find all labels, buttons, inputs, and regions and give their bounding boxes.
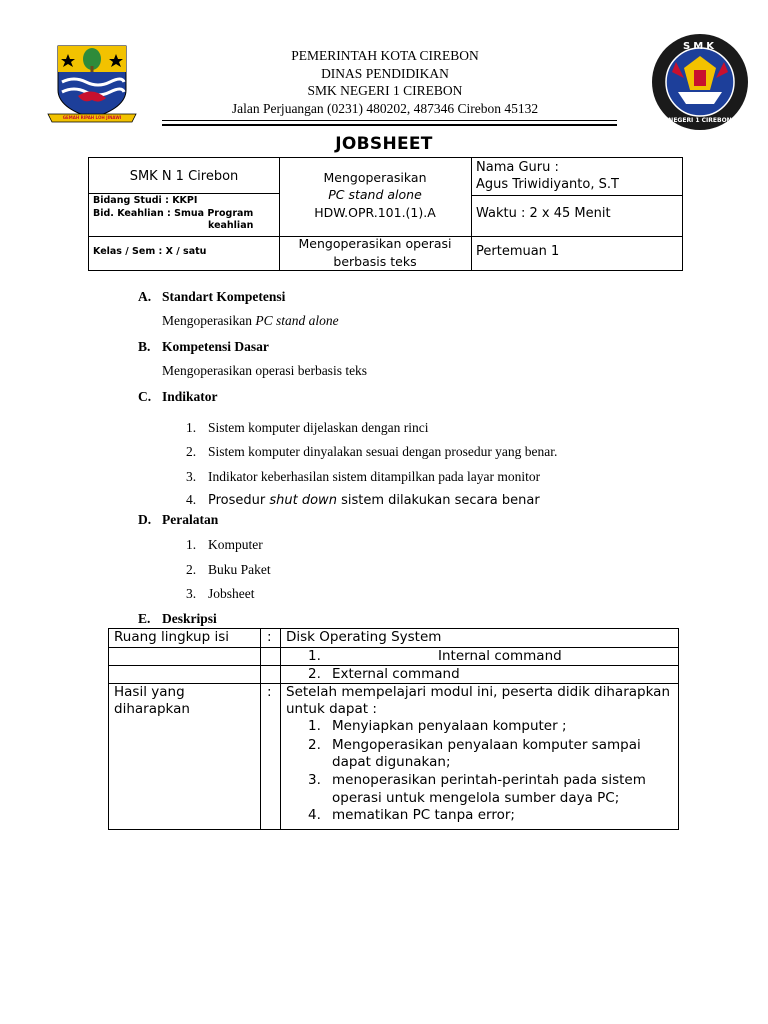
section-b-heading [138,339,269,355]
section-e-heading [138,611,217,627]
list-text: menoperasikan perintah-perintah pada sistem [332,772,646,788]
letterhead-school: SMK NEGERI 1 CIREBON [307,83,463,98]
section-d-heading [138,512,218,528]
section-title: Kompetensi Dasar [162,339,269,354]
section-b-text: Mengoperasikan operasi berbasis teks [162,363,368,378]
list-number: 3. [308,772,321,788]
header-info-table [88,157,683,271]
row-label: diharapkan [114,701,190,717]
text-run-italic: PC stand alone [255,313,339,328]
subject-title: Mengoperasikan [323,170,427,185]
list-item [186,444,557,460]
list-number: 2. [308,737,321,753]
deskripsi-table [108,628,679,830]
school-badge-logo [650,32,750,132]
list-text: Jobsheet [208,586,255,601]
list-text: Komputer [208,537,263,552]
letterhead-rule-thin [162,120,617,121]
list-number: 2. [186,562,197,577]
school-name: SMK N 1 Cirebon [129,169,239,184]
pertemuan: Pertemuan 1 [476,244,560,259]
city-emblem-logo [44,38,140,128]
list-number: 4. [186,492,197,507]
letterhead-rule-thick [162,124,617,126]
list-item [186,586,255,602]
waktu: Waktu : 2 x 45 Menit [476,206,611,221]
list-number: 4. [308,807,321,823]
kelas-semester: Kelas / Sem : X / satu [93,246,207,257]
table-divider [471,195,683,196]
list-item [186,562,271,578]
section-letter: B. [138,339,151,354]
list-item [186,537,263,553]
row-number: 1. [308,648,321,664]
subject-subtitle: PC stand alone [328,187,422,202]
intro-text: Setelah mempelajari modul ini, peserta didik diharapkan [286,684,671,700]
list-item [186,492,540,508]
row-value: External command [332,666,460,682]
table-divider [280,629,281,829]
guru-label: Nama Guru : [476,160,559,175]
list-text: Sistem komputer dijelaskan dengan rinci [208,420,429,435]
list-item [186,420,428,436]
section-letter: D. [138,512,152,527]
row-value: Internal command [438,648,562,664]
row-colon: : [267,684,272,700]
intro-text: untuk dapat : [286,701,377,717]
list-number: 2. [186,444,197,459]
list-item [186,469,540,485]
list-text: operasi untuk mengelola sumber daya PC; [332,790,620,806]
list-text: dapat digunakan; [332,754,451,770]
badge-ring-text: NEGERI 1 CIREBON [668,117,732,124]
list-text: Sistem komputer dinyalakan sesuai dengan prosedur yang benar. [208,444,558,459]
table-divider [89,193,279,194]
row-label: Hasil yang [114,684,185,700]
row-value: Disk Operating System [286,629,442,645]
row-colon: : [267,629,272,645]
guru-name: Agus Triwidiyanto, S.T [476,177,619,192]
list-text: mematikan PC tanpa error; [332,807,515,823]
list-number: 3. [186,586,197,601]
list-text: sistem dilakukan secara benar [336,493,540,508]
ribbon-motto: GEMAH RIPAH LOH JINAWI [62,115,122,120]
section-a-text [162,313,339,329]
section-c-heading [138,389,218,405]
list-number: 1. [186,420,197,435]
list-text: Mengoperasikan penyalaan komputer sampai [332,737,641,753]
section-letter: E. [138,611,151,626]
letterhead-government: PEMERINTAH KOTA CIREBON [291,48,479,63]
topic-line2: berbasis teks [333,254,417,269]
list-number: 3. [186,469,197,484]
table-divider [471,236,683,237]
subject-code: HDW.OPR.101.(1).A [314,205,436,220]
section-a-heading [138,289,285,305]
table-divider [109,647,678,648]
list-text: Menyiapkan penyalaan komputer ; [332,718,567,734]
list-text-italic: shut down [269,493,337,508]
row-label: Ruang lingkup isi [114,629,230,645]
list-text: Prosedur [208,493,270,508]
letterhead-department: DINAS PENDIDIKAN [321,65,449,81]
bid-keahlian-cont: keahlian [208,220,254,231]
table-divider [89,236,279,237]
section-letter: C. [138,389,152,404]
section-title: Peralatan [162,512,219,527]
table-divider [260,629,261,829]
table-divider [471,158,472,270]
list-number: 1. [186,537,197,552]
topic-line1: Mengoperasikan operasi [298,236,452,251]
bidang-studi: Bidang Studi : KKPI [93,195,198,206]
letterhead [160,47,610,117]
section-title: Deskripsi [162,611,217,626]
list-number: 1. [308,718,321,734]
badge-top-text: SMK [683,41,717,52]
letterhead-address: Jalan Perjuangan (0231) 480202, 487346 Cirebon 45132 [231,100,539,116]
bid-keahlian: Bid. Keahlian : Smua Program [93,208,254,219]
section-title: Indikator [162,389,218,404]
text-run: Mengoperasikan [162,313,256,328]
list-text: Buku Paket [208,562,271,577]
section-title: Standart Kompetensi [162,289,286,304]
page-title: JOBSHEET [335,134,433,154]
row-number: 2. [308,666,321,682]
section-letter: A. [138,289,152,304]
list-text: Indikator keberhasilan sistem ditampilkan pada layar monitor [208,469,541,484]
